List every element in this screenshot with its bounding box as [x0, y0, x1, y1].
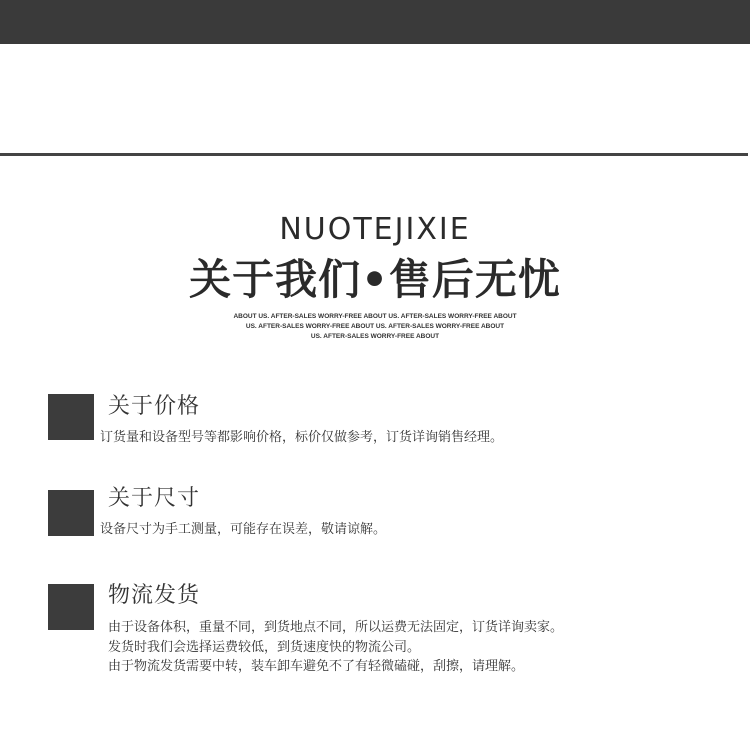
- tagline: [225, 312, 525, 342]
- brand-name: NUOTEJIXIE: [279, 212, 471, 247]
- top-banner-bar: [0, 0, 750, 44]
- section-text: 由于设备体积，重量不同，到货地点不同，所以运费无法固定，订货详询卖家。: [108, 620, 564, 635]
- section-text: 发货时我们会选择运费较低，到货速度快的物流公司。: [108, 640, 421, 655]
- section-text: 设备尺寸为手工测量，可能存在误差，敬请谅解。: [100, 522, 387, 537]
- tagline-line: ABOUT US. AFTER-SALES WORRY-FREE ABOUT US. AFTER-SALES WORRY-FREE ABOUT: [233, 313, 517, 320]
- section-marker-square: [48, 394, 94, 440]
- page-title: 关于我们•售后无忧: [189, 255, 561, 304]
- tagline-line: US. AFTER-SALES WORRY-FREE ABOUT: [310, 333, 440, 340]
- header-divider: [0, 153, 748, 156]
- section-marker-square: [48, 584, 94, 630]
- section-text: 由于物流发货需要中转，装车卸车避免不了有轻微磕碰，刮擦，请理解。: [108, 659, 525, 674]
- section-heading: 物流发货: [108, 583, 201, 608]
- section-text: 订货量和设备型号等都影响价格，标价仅做参考，订货详询销售经理。: [100, 430, 504, 445]
- section-marker-square: [48, 490, 94, 536]
- tagline-line: US. AFTER-SALES WORRY-FREE ABOUT US. AFTER-SALES WORRY-FREE ABOUT: [245, 323, 505, 330]
- section-heading: 关于价格: [108, 394, 201, 419]
- section-heading: 关于尺寸: [108, 486, 201, 511]
